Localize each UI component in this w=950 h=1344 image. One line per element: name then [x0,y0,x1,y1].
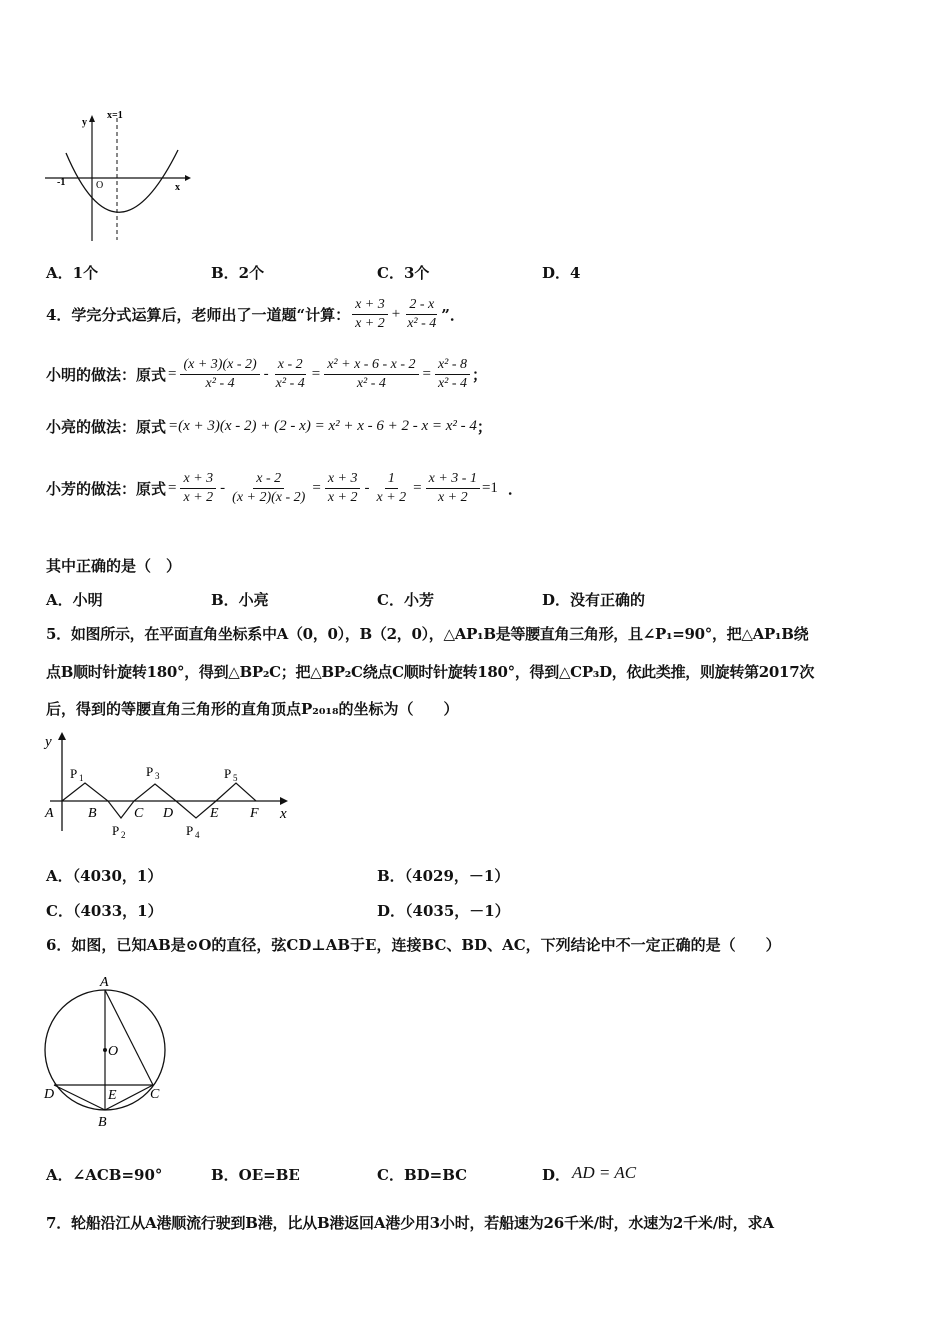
svg-text:P: P [112,823,120,838]
svg-text:O: O [108,1044,119,1059]
q3-option-c: C．3个 [377,264,430,282]
q6-stem: 6．如图，已知AB是⊙O的直径，弦CD⊥AB于E，连接BC、BD、AC，下列结论中不一定正确的是（ ） [46,936,781,954]
svg-text:P: P [146,764,154,779]
parabola-graph [40,108,200,248]
q5-line1: 5．如图所示，在平面直角坐标系中A（0，0），B（2，0），△AP₁B是等腰直角三角形，且∠P₁=90°，把△AP₁B绕 [46,625,809,643]
xiaofang-solution: 小芳的做法：原式 = $\frac{x + 3}{x + 2}$ - $\frac{x - 2}{(x + 2)(x - 2)}$ = $\frac{x + 3}{x + 2}$ - $\frac{1}{x + 2}$ = $\frac{x + 3 - 1}{x + 2}$ =1 ． [46,471,523,505]
line-label: x=1 [107,110,123,121]
svg-text:P: P [224,766,232,781]
svg-text:C: C [150,1087,160,1102]
svg-text:B: B [88,806,97,821]
circle-figure [40,972,170,1130]
q5-option-b: B．（4029，－1） [377,867,510,885]
svg-text:E: E [108,1088,117,1103]
q6-option-d: D． AD = AC [542,1163,637,1184]
q3-option-a: A．1个 [46,264,99,282]
svg-text:D: D [44,1087,55,1102]
xiaoming-solution: 小明的做法：原式 = $\frac{(x + 3)(x - 2)}{\text{x² - 4}}$ - $\frac{x - 2}{\text{x² - 4}}$ = $\frac{\text{x² + x - 6 - x - 2}}{\text{x² - 4}}$ = $\frac{\text{x² - 8}}{\text{x² - 4}}$ ； [46,357,488,391]
q7-line1: 7．轮船沿江从A港顺流行驶到B港，比从B港返回A港少用3小时，若船速为26千米/时，水速为2千米/时，求A [46,1214,774,1232]
svg-text:x: x [280,806,287,822]
q5-option-d: D．（4035，－1） [377,902,510,920]
q6-option-b: B．OE=BE [211,1166,300,1184]
q4-option-d: D．没有正确的 [542,591,646,609]
svg-text:y: y [45,734,52,750]
q6-option-a: A．∠ACB=90° [46,1166,163,1184]
svg-text:2: 2 [121,830,126,840]
svg-text:1: 1 [79,773,84,783]
q4-question: 其中正确的是（ ） [46,557,182,575]
svg-text:P: P [186,823,194,838]
svg-text:E: E [210,806,219,821]
q5-line2: 点B顺时针旋转180°，得到△BP₂C；把△BP₂C绕点C顺时针旋转180°，得到△CP₃D，依此类推，则旋转第2017次 [46,663,815,681]
svg-text:4: 4 [195,830,200,840]
q3-option-b: B．2个 [211,264,265,282]
q4-option-a: A．小明 [46,591,103,609]
arc-equation: AD = AC [572,1163,637,1182]
svg-text:3: 3 [155,771,160,781]
q6-option-c: C．BD=BC [377,1166,468,1184]
svg-text:C: C [134,806,144,821]
svg-text:A: A [45,806,54,821]
q4-stem: 4．学完分式运算后，老师出了一道题“计算： $\frac{x + 3}{x + 2}$ + $\frac{2 - x}{\text{x² - 4}}$ ”． [46,297,465,331]
origin-label: O [96,180,104,191]
q5-option-a: A．（4030，1） [46,867,163,885]
svg-text:A: A [100,975,109,990]
svg-text:D: D [163,806,174,821]
q3-option-d: D．4 [542,264,581,282]
neg1-label: -1 [57,177,66,188]
q4-option-b: B．小亮 [211,591,269,609]
svg-text:5: 5 [233,773,238,783]
svg-text:P: P [70,766,78,781]
q5-line3: 后，得到的等腰直角三角形的直角顶点P₂₀₁₈的坐标为（ ） [46,700,459,718]
y-axis-label: y [82,117,87,128]
q4-option-c: C．小芳 [377,591,434,609]
q5-option-c: C．（4033，1） [46,902,163,920]
svg-text:B: B [98,1115,107,1130]
xiaoliang-solution: 小亮的做法：原式 =(x + 3)(x - 2) + (2 - x) = x² + x - 6 + 2 - x = x² - 4 ； [46,418,492,436]
x-axis-label: x [175,182,180,193]
svg-text:F: F [250,806,259,821]
zigzag-figure [40,728,296,846]
